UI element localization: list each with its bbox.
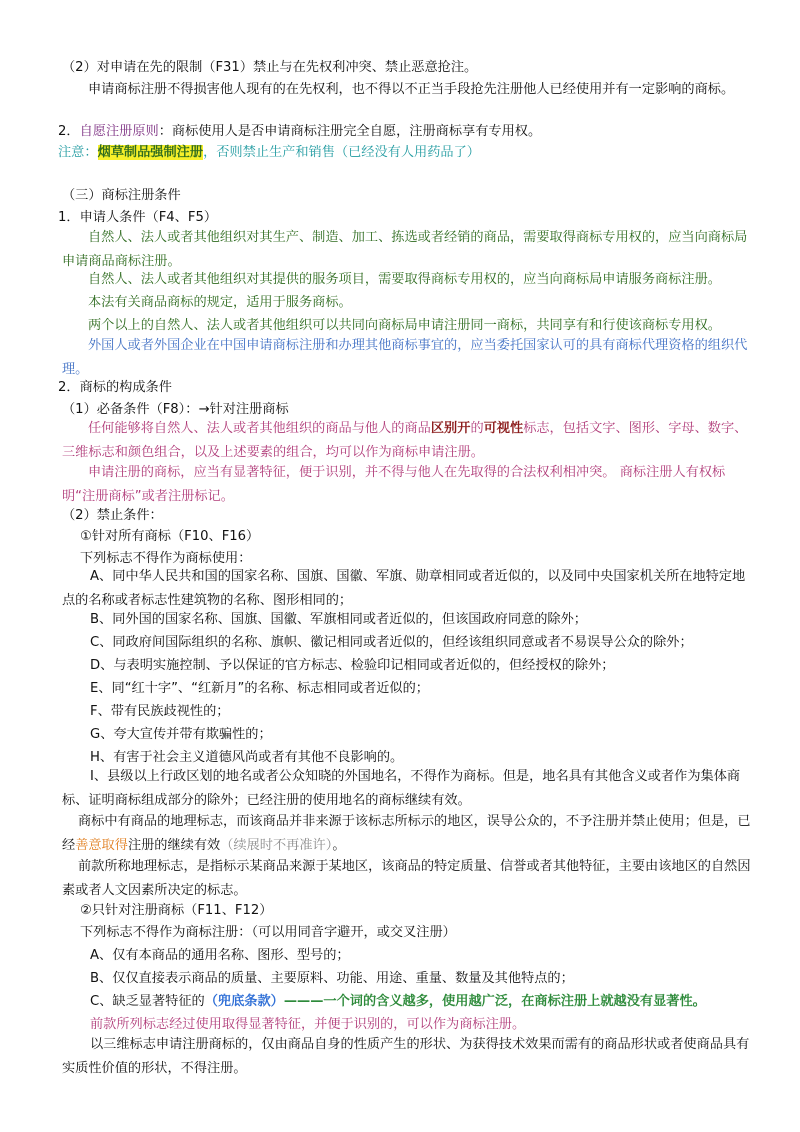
note-text: ，否则禁止生产和销售（已经没有人用药品了） — [203, 145, 480, 160]
geo-text-3: 。 — [332, 838, 346, 853]
prohibited-item-f: F、带有民族歧视性的； — [90, 704, 230, 719]
distinguishable-term: 区别开 — [430, 421, 471, 436]
item-c-text: C、缺乏显著特征的 — [90, 994, 205, 1009]
registration-item-b: B、仅仅直接表示商品的质量、主要原料、功能、用途、重量、数量及其他特点的； — [90, 971, 574, 986]
nec-text-2: 的 — [470, 421, 484, 436]
visibility-term: 可视性 — [483, 421, 524, 436]
all-trademarks-heading: ①针对所有商标（F10、F16） — [80, 529, 260, 544]
necessary-conditions-heading: （1）必备条件（F8）：→针对注册商标 — [62, 402, 289, 417]
prohibited-item-c: C、同政府间国际组织的名称、旗帜、徽记相同或者近似的，但经该组织同意或者不易误导公众的除外； — [90, 635, 693, 650]
note-line — [58, 143, 480, 163]
all-trademarks-intro: 下列标志不得作为商标使用： — [80, 551, 252, 566]
prohibition-conditions-heading: （2）禁止条件： — [62, 508, 163, 523]
registered-only-heading: ②只针对注册商标（F11、F12） — [80, 903, 273, 918]
nec-text-3: 标志，包括文字、图形、字母、数字、三维标志和颜色组合，以及上述要素的组合，均可以作为商标申请注册。 — [62, 421, 748, 460]
nec-text-1: 任何能够将自然人、法人或者其他组织的商品与他人的商品 — [88, 421, 431, 436]
composition-conditions-heading: 2．商标的构成条件 — [58, 380, 172, 395]
prohibited-item-e: E、同“红十字”、“红新月”的名称、标志相同或者近似的； — [90, 681, 429, 696]
prohibited-item-d: D、与表明实施控制、予以保证的官方标志、检验印记相同或者近似的，但经授权的除外； — [90, 658, 615, 673]
registration-item-a: A、仅有本商品的通用名称、图形、型号的； — [90, 948, 350, 963]
applicant-paragraph-3: 本法有关商品商标的规定，适用于服务商标。 — [88, 295, 352, 310]
geographic-indication-paragraph — [62, 810, 752, 858]
applicant-paragraph-4: 两个以上的自然人、法人或者其他组织可以共同向商标局申请注册同一商标，共同享有和行使该商标专用权。 — [88, 318, 721, 333]
applicant-paragraph-1: 自然人、法人或者其他组织对其生产、制造、加工、拣选或者经销的商品，需要取得商标专用权的，应当向商标局申请商品商标注册。 — [62, 230, 748, 269]
catch-all-clause: （兜底条款） — [204, 994, 284, 1009]
good-faith-term: 善意取得 — [75, 838, 128, 853]
geographic-indication-definition: 前款所称地理标志，是指标示某商品来源于某地区，该商品的特定质量、信誉或者其他特征，主要由该地区的自然因素或者人文因素所决定的标志。 — [62, 859, 751, 898]
renewal-note: （续展时不再准许） — [220, 838, 333, 853]
acquired-distinctiveness-note: 前款所列标志经过使用取得显著特征，并便于识别的，可以作为商标注册。 — [90, 1017, 526, 1032]
restriction-prior-heading: （2）对申请在先的限制（F31）禁止与在先权利冲突、禁止恶意抢注。 — [62, 60, 478, 75]
geo-text-2: 注册的继续有效 — [127, 838, 221, 853]
item-number: 2． — [58, 124, 80, 139]
distinctiveness-paragraph: 申请注册的商标，应当有显著特征，便于识别，并不得与他人在先取得的合法权利相冲突。 商标注册人有权标明“注册商标”或者注册标记。 — [62, 465, 726, 504]
voluntary-principle-line — [58, 122, 541, 142]
note-label: 注意： — [58, 145, 98, 160]
geo-text-1: 商标中有商品的地理标志，而该商品并非来源于该标志所标示的地区，误导公众的，不予注册并禁止使用；但是，已经 — [62, 814, 751, 853]
voluntary-principle-text: ：商标使用人是否申请商标注册完全自愿，注册商标享有专用权。 — [158, 124, 542, 139]
section-three-heading: （三）商标注册条件 — [62, 188, 181, 203]
prohibited-item-h: H、有害于社会主义道德风尚或者有其他不良影响的。 — [90, 750, 404, 765]
voluntary-principle-term: 自愿注册原则 — [79, 124, 159, 139]
item-c-explanation: ———一个词的含义越多，使用越广泛，在商标注册上就越没有显著性。 — [283, 994, 706, 1009]
prior-rights-paragraph: 申请商标注册不得损害他人现有的在先权利，也不得以不正当手段抢先注册他人已经使用并有一定影响的商标。 — [88, 82, 735, 97]
applicant-conditions-heading: 1．申请人条件（F4、F5） — [58, 210, 218, 225]
prohibited-item-g: G、夸大宣传并带有欺骗性的； — [90, 727, 272, 742]
registration-item-c — [90, 992, 706, 1012]
prohibited-item-i: I、县级以上行政区划的地名或者公众知晓的外国地名，不得作为商标。但是，地名具有其他含义或者作为集体商标、证明商标组成部分的除外；已经注册的使用地名的商标继续有效。 — [62, 769, 741, 808]
applicant-paragraph-2: 自然人、法人或者其他组织对其提供的服务项目，需要取得商标专用权的，应当向商标局申请服务商标注册。 — [88, 272, 721, 287]
necessary-conditions-paragraph — [62, 417, 750, 465]
prohibited-item-b: B、同外国的国家名称、国旗、国徽、军旗相同或者近似的，但该国政府同意的除外； — [90, 612, 587, 627]
tobacco-highlight: 烟草制品强制注册 — [97, 145, 204, 160]
registered-only-intro: 下列标志不得作为商标注册：（可以用同音字避开，或交叉注册） — [80, 925, 456, 940]
prohibited-item-a: A、同中华人民共和国的国家名称、国旗、国徽、军旗、勋章相同或者近似的，以及同中央国家机关所在地特定地点的名称或者标志性建筑物的名称、图形相同的； — [62, 569, 746, 608]
foreign-applicant-paragraph: 外国人或者外国企业在中国申请商标注册和办理其他商标事宜的，应当委托国家认可的具有商标代理资格的组织代理。 — [62, 338, 748, 377]
three-dimensional-paragraph: 以三维标志申请注册商标的，仅由商品自身的性质产生的形状、为获得技术效果而需有的商品形状或者使商品具有实质性价值的形状，不得注册。 — [62, 1037, 750, 1076]
